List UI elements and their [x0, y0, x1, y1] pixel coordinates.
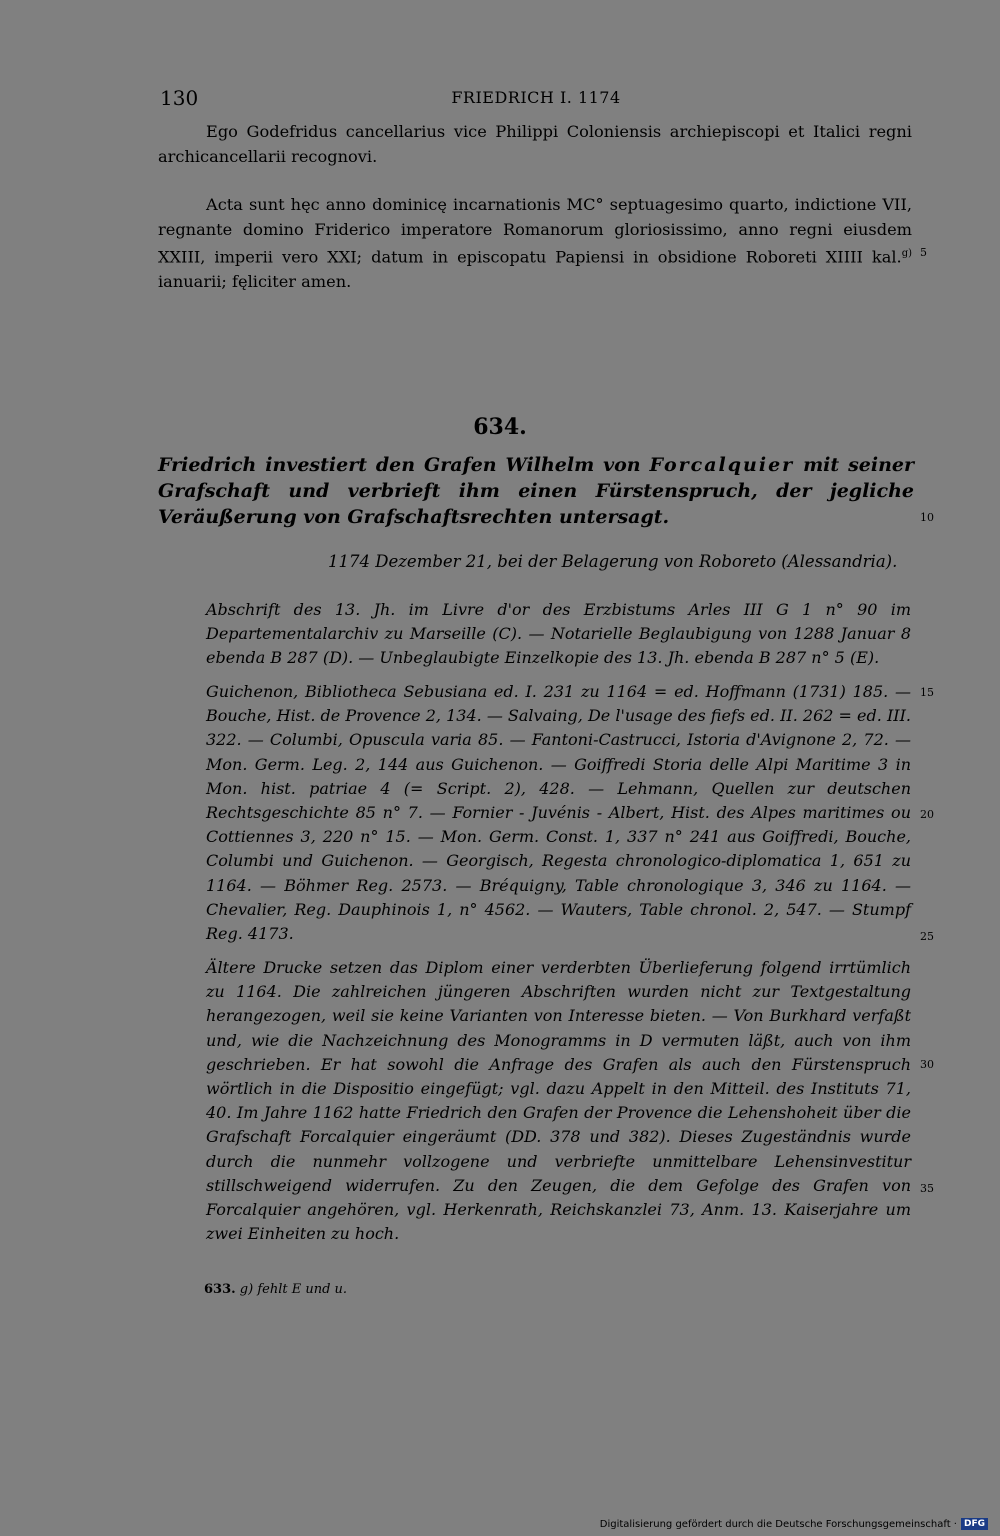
recognition-text: Ego Godefridus cancellarius vice Philippi Coloniensis archiepiscopi et Italici regni archicancellarii recognovi. — [158, 122, 912, 166]
digitization-credit — [600, 1518, 988, 1530]
prints-paragraph: Guichenon, Bibliotheca Sebusiana ed. I. 231 zu 1164 = ed. Hoffmann (1731) 185. — Bouche, Hist. de Provence 2, 134. — Salvaing, De l'usage des fiefs ed. II. 262 = ed. III. 322. — Columbi, Opuscula varia 85. — Fantoni-Castrucci, Istoria d'Avignone 2, 72. — Mon. Germ. Leg. 2, 144 aus Guichenon. — Goiffredi Storia delle Alpi Maritime 3 in Mon. hist. patriae 4 (= Script. 2), 428. — Lehmann, Quellen zur deutschen Rechtsgeschichte 85 n° 7. — Fornier - Juvénis - Albert, Hist. des Alpes maritimes ou Cottiennes 3, 220 n° 15. — Mon. Germ. Const. 1, 337 n° 241 aus Goiffredi, Bouche, Columbi und Guichenon. — Georgisch, Regesta chronologico-diplomatica 1, 651 zu 1164. — Böhmer Reg. 2573. — Bréquigny, Table chronologique 3, 346 zu 1164. — Chevalier, Reg. Dauphinois 1, n° 4562. — Wauters, Table chronol. 2, 547. — Stumpf Reg. 4173. — [206, 682, 911, 944]
page-header — [160, 86, 912, 112]
dateline: 1174 Dezember 21, bei der Belagerung von Roboreto (Alessandria). — [328, 552, 898, 571]
line-number: 10 — [920, 511, 934, 524]
document-summary — [158, 452, 914, 530]
line-number: 15 — [920, 686, 934, 699]
credit-text: Digitalisierung gefördert durch die Deutsche Forschungsgemeinschaft · — [599, 1518, 957, 1530]
footnote-text: g) fehlt E und u. — [235, 1282, 348, 1297]
page-number: 130 — [160, 86, 199, 110]
document-number: 634. — [473, 414, 527, 440]
summary-place: Forcalquier — [649, 454, 795, 476]
line-number: 35 — [920, 1182, 934, 1195]
dating-paragraph — [158, 193, 912, 294]
commentary-paragraph: Ältere Drucke setzen das Diplom einer verderbten Überlieferung folgend irrtümlich zu 1164. Die zahlreichen jüngeren Abschriften wurden nicht zur Textgestaltung herangezogen, weil sie keine Varianten von Interesse bieten. — Von Burkhard verfaßt und, wie die Nachzeichnung des Monogramms in D vermuten läßt, auch von ihm geschrieben. Er hat sowohl die Anfrage des Grafen als auch den Fürstenspruch wörtlich in die Dispositio eingefügt; vgl. dazu Appelt in den Mitteil. des Instituts 71, 40. Im Jahre 1162 hatte Friedrich den Grafen der Provence die Lehenshoheit über die Grafschaft Forcalquier eingeräumt (DD. 378 und 382). Dieses Zugeständnis wurde durch die nunmehr vollzogene und verbriefte unmittelbare Lehensinvestitur stillschweigend widerrufen. Zu den Zeugen, die dem Gefolge des Grafen von Forcalquier angehören, vgl. Herkenrath, Reichskanzlei 73, Anm. 13. Kaiserjahre um zwei Einheiten zu hoch. — [206, 958, 911, 1244]
tradition-paragraph: Abschrift des 13. Jh. im Livre d'or des Erzbistums Arles III G 1 n° 90 im Departementalarchiv zu Marseille (C). — Notarielle Beglaubigung von 1288 Januar 8 ebenda B 287 (D). — Unbeglaubigte Einzelkopie des 13. Jh. ebenda B 287 n° 5 (E). — [206, 600, 911, 668]
dating-text-end: ianuarii; fęliciter amen. — [158, 271, 352, 291]
footnote-marker: g) — [901, 248, 912, 259]
footnote-ref: 633. — [204, 1282, 236, 1297]
line-number: 30 — [920, 1058, 934, 1071]
summary-text-1: Friedrich investiert den Grafen Wilhelm von — [158, 454, 650, 476]
footnote — [204, 1282, 347, 1297]
summary-text-2: mit seiner Grafschaft und verbrieft ihm einen Fürstenspruch, der jegliche Veräußerung von Grafschaftsrechten untersagt. — [158, 454, 914, 528]
line-number: 25 — [920, 930, 934, 943]
recognition-paragraph — [158, 120, 912, 169]
dfg-logo: DFG — [961, 1518, 988, 1530]
dating-text: Acta sunt hęc anno dominicę incarnationis MC° septuagesimo quarto, indictione VII, regnante domino Friderico imperatore Romanorum gloriosissimo, anno regni eiusdem XXIII, imperii vero XXI; datum in episcopatu Papiensi in obsidione Roboreti XIIII kal. — [158, 195, 912, 267]
line-number: 5 — [920, 246, 927, 259]
line-number: 20 — [920, 808, 934, 821]
running-title: FRIEDRICH I. 1174 — [451, 88, 621, 107]
